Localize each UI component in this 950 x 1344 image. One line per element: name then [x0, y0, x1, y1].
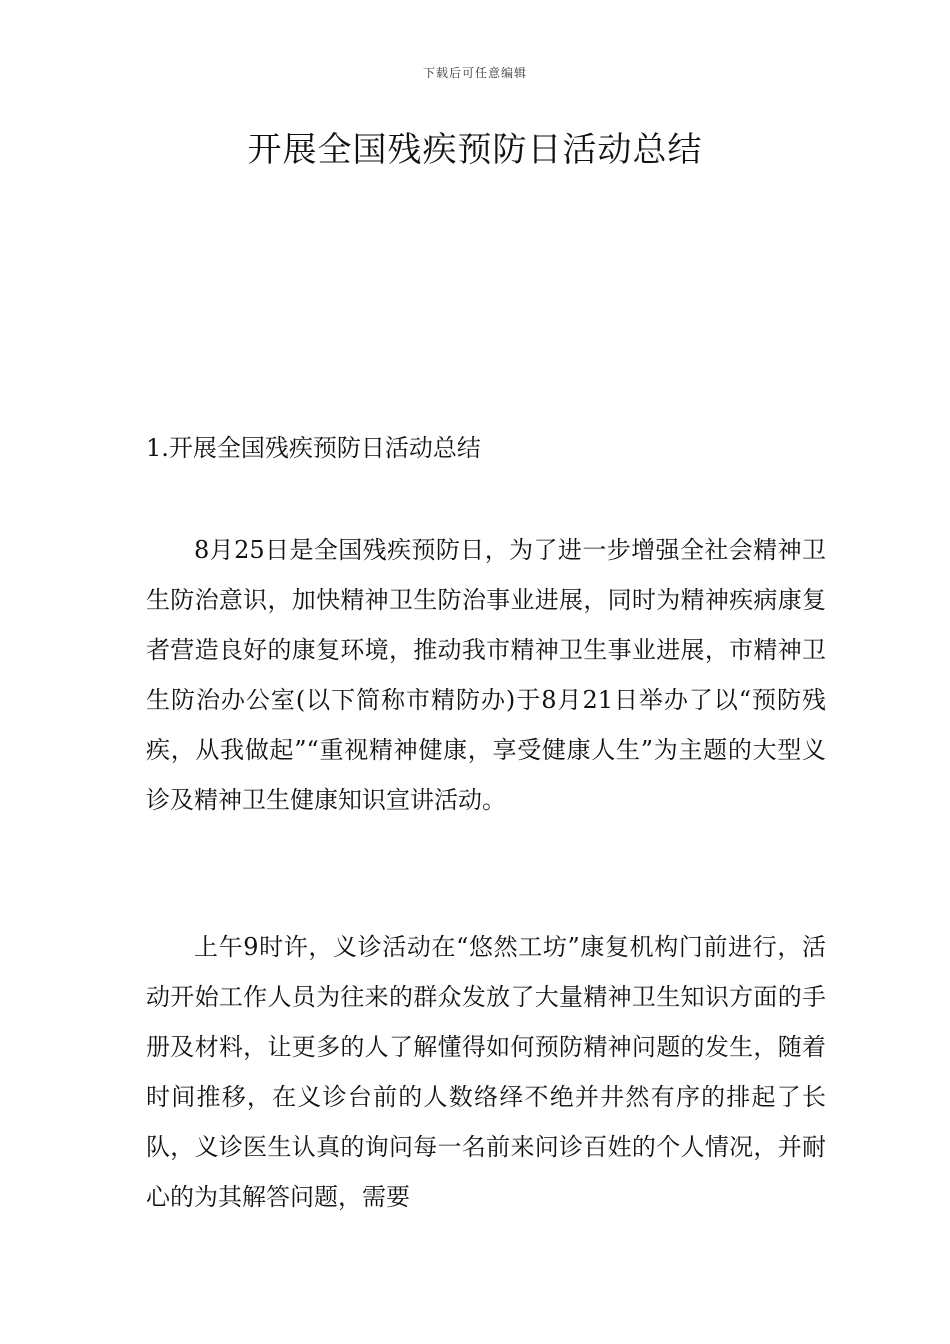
section-heading: 1.开展全国残疾预防日活动总结 — [146, 434, 481, 462]
document-title: 开展全国残疾预防日活动总结 — [247, 130, 703, 170]
body-paragraph: 8月25日是全国残疾预防日，为了进一步增强全社会精神卫生防治意识，加快精神卫生防治事业进展，同时为精神疾病康复者营造良好的康复环境，推动我市精神卫生事业进展，市精神卫生防治办公室(以下简称市精防办)于8月21日举办了以“预防残疾，从我做起”“重视精神健康，享受健康人生”为主题的大型义诊及精神卫生健康知识宣讲活动。 — [146, 536, 826, 814]
body-paragraph: 上午9时许，义诊活动在“悠然工坊”康复机构门前进行，活动开始工作人员为往来的群众发放了大量精神卫生知识方面的手册及材料，让更多的人了解懂得如何预防精神问题的发生，随着时间推移，在义诊台前的人数络绎不绝并井然有序的排起了长队，义诊医生认真的询问每一名前来问诊百姓的个人情况，并耐心的为其解答问题，需要 — [146, 933, 826, 1211]
page-header-note: 下载后可任意编辑 — [422, 66, 527, 80]
